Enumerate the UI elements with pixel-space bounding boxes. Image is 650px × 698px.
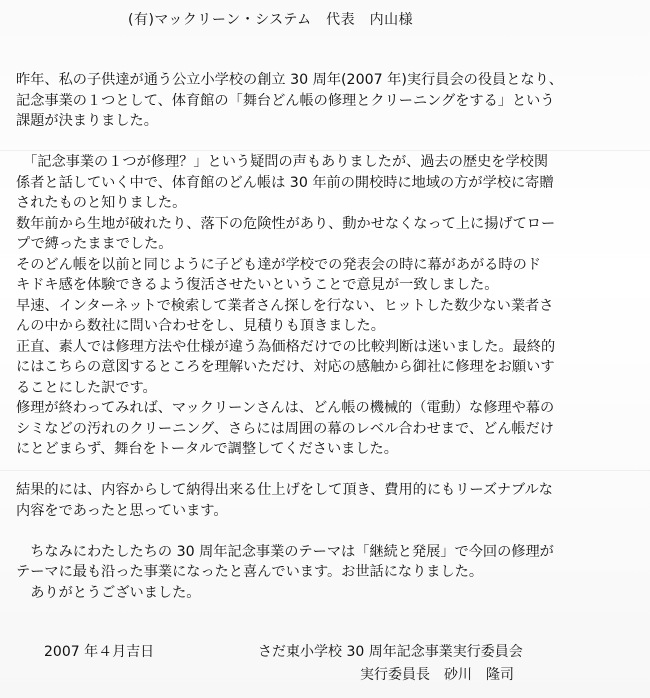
letter-date: 2007 年４月吉日 (44, 644, 155, 660)
letter-line: ることにした訳です。 (16, 379, 157, 396)
sender-organization: さだ東小学校 30 周年記念事業実行委員会 (258, 644, 523, 660)
letter-line: プで縛ったままでした。 (16, 236, 173, 252)
letter-line: ちなみにわたしたちの 30 周年記念事業のテーマは「継続と発展」で今回の修理が (16, 543, 554, 560)
paragraph-gap (16, 521, 640, 542)
letter-line: キドキ感を体験できるよう復活させたいということで意見が一致しました。 (16, 277, 499, 293)
letter-line: 記念事業の１つとして、体育館の「舞台どん帳の修理とクリーニングをする」という (16, 92, 555, 109)
letter-line: 修理が終わってみれば、マックリーンさんは、どん帳の機械的（電動）な修理や幕の (16, 400, 555, 416)
letter-line: ありがとうございました。 (16, 584, 201, 601)
letter-line: 係者と話していく中で、体育館のどん帳は 30 年前の開校時に地域の方が学校に寄贈 (16, 174, 554, 191)
paragraph-gap (16, 460, 640, 481)
paragraph-gap (16, 132, 640, 153)
letter-line: 数年前から生地が破れたり、落下の危険性があり、動かせなくなって上に揚げてロー (16, 215, 556, 232)
letter-line: そのどん帳を以前と同じように子ども達が学校での発表会の時に幕があがる時のド (16, 256, 541, 273)
letter-line: 早速、インターネットで検索して業者さん探しを行ない、ヒットした数少ない業者さ (16, 297, 554, 314)
letter-line: シミなどの汚れのクリーニング、さらには周囲の幕のレベル合わせまで、どん帳だけ (16, 420, 554, 437)
letter-line: んの中から数社に問い合わせをし、見積りも頂きました。 (16, 318, 385, 334)
letter-line: テーマに最も沿った事業になったと喜んでいます。お世話になりました。 (16, 564, 484, 580)
addressee-line: (有)マックリーン・システム 代表 内山様 (128, 12, 414, 28)
letter-line: されたものと知りました。 (16, 195, 187, 211)
sender-signature: 実行委員長 砂川 隆司 (360, 667, 514, 683)
letter-line: 結果的には、内容からして納得出来る仕上げをして頂き、費用的にもリーズナブルな (16, 482, 553, 498)
letter-line: 昨年、私の子供達が通う公立小学校の創立 30 周年(2007 年)実行員会の役員となり、 (16, 72, 563, 88)
letter-line: にはこちらの意図するところを理解いただけ、対応の感触から御社に修理をお願いす (16, 359, 555, 375)
letter-body (16, 70, 640, 603)
letter-line: 課題が決まりました。 (16, 113, 158, 129)
letter-line: 内容をであったと思っています。 (16, 502, 228, 519)
letter-line: 「記念事業の１つが修理？」という疑問の声もありましたが、過去の歴史を学校関 (16, 154, 549, 170)
letter-line: にとどまらず、舞台をトータルで調整してくださいました。 (16, 441, 398, 457)
letter-line: 正直、素人では修理方法や仕様が違う為価格だけでの比較判断は迷いました。最終的 (16, 338, 556, 355)
